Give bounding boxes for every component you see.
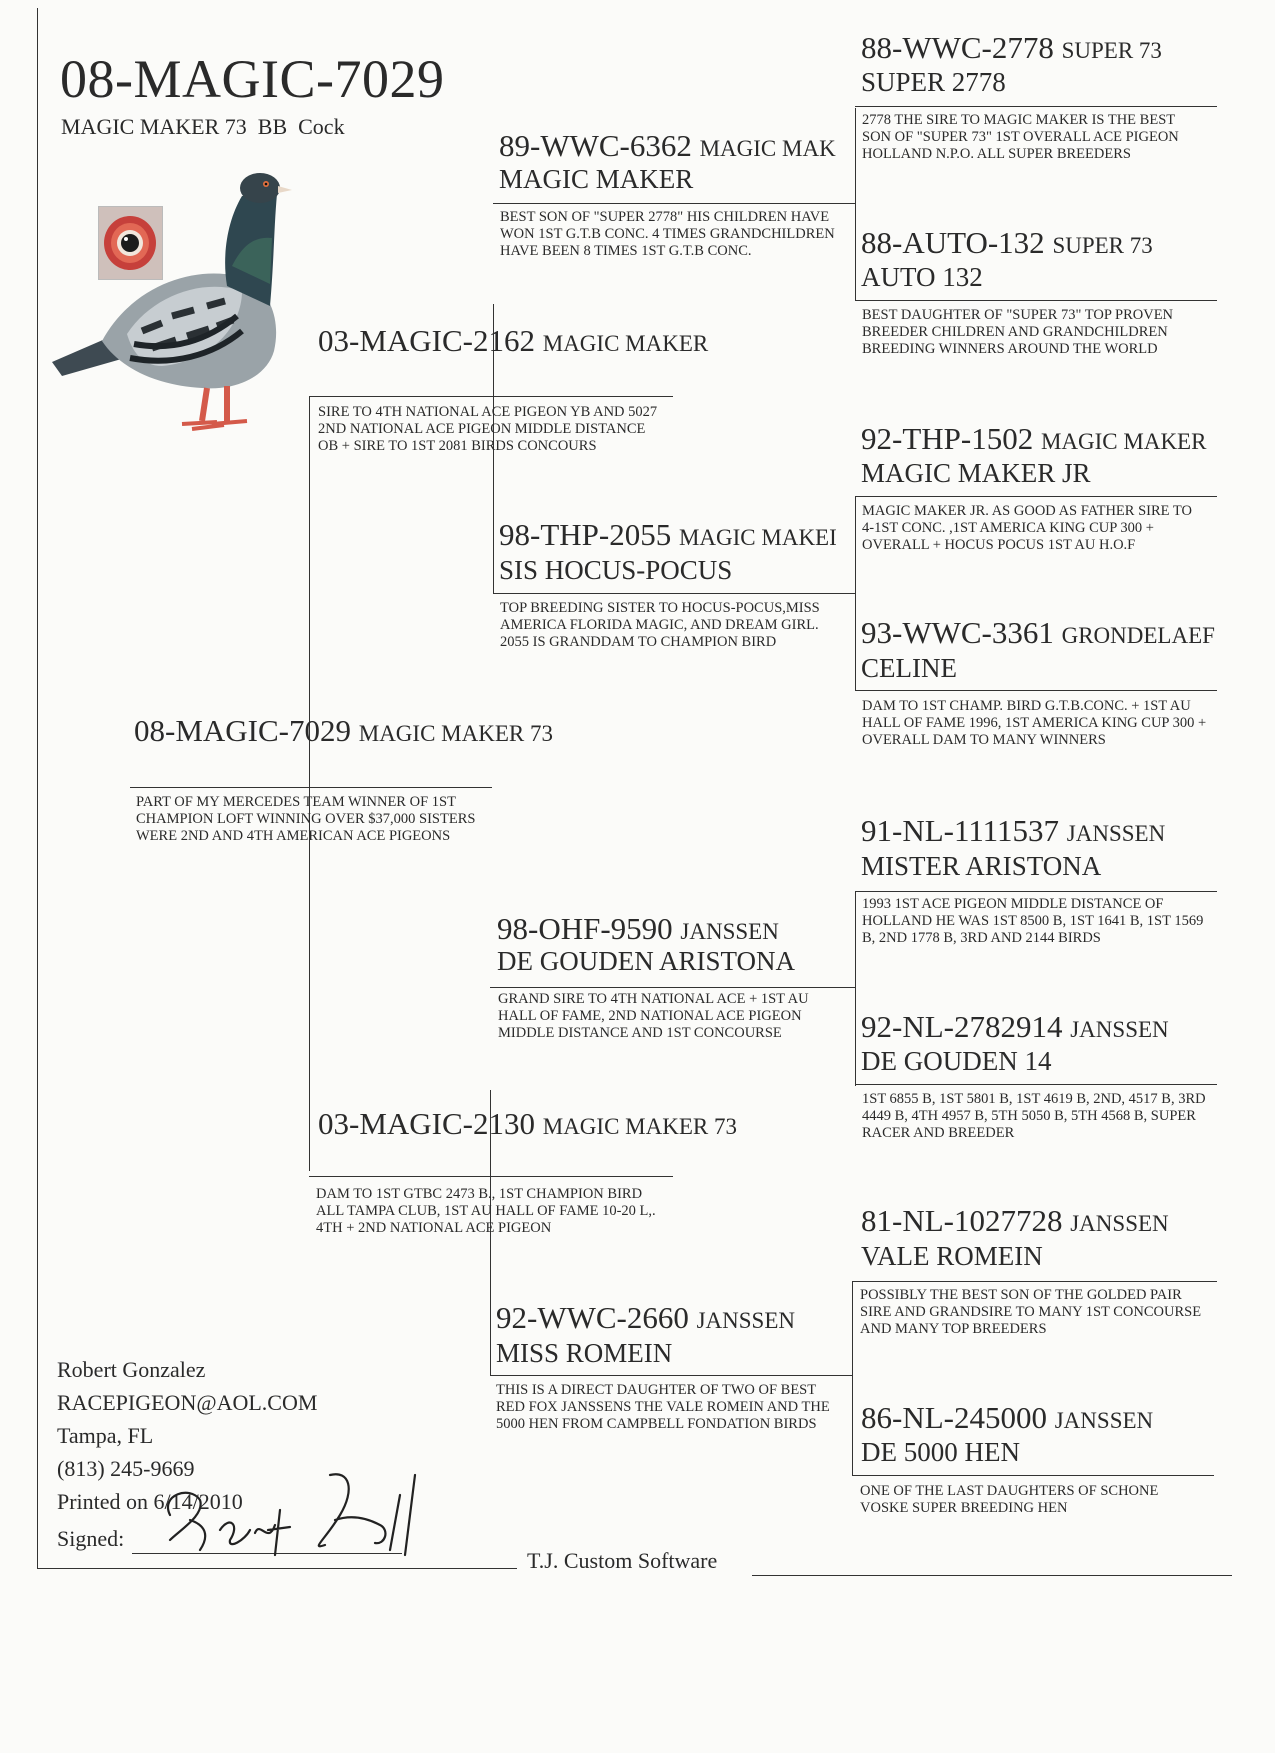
owner-name: Robert Gonzalez: [57, 1357, 206, 1382]
sds-note: MAGIC MAKER JR. AS GOOD AS FATHER SIRE TO 4-1ST CONC. ,1ST AMERICA KING CUP 300 + OVERALL + HOCUS POCUS 1ST AU H.O.F: [862, 503, 1192, 554]
dss-note: 1993 1ST ACE PIGEON MIDDLE DISTANCE OF HOLLAND HE WAS 1ST 8500 B, 1ST 1641 B, 1ST 1569 B, 2ND 1778 B, 3RD AND 2144 BIRDS: [862, 896, 1204, 947]
dam-band: [318, 1108, 737, 1141]
sd-name: SIS HOCUS-POCUS: [499, 555, 733, 585]
ss-band-number: 89-WWC-6362: [499, 130, 692, 163]
sss-band-number: 88-WWC-2778: [861, 30, 1054, 65]
sdd-band: [861, 617, 1241, 650]
ds-strain: JANSSEN: [680, 919, 779, 944]
dsd-line: [855, 1084, 1217, 1085]
ss-line: [493, 203, 855, 204]
sdd-line: [855, 690, 1217, 691]
ds-band: [497, 913, 779, 946]
ssd-name: AUTO 132: [861, 262, 983, 292]
software-credit: T.J. Custom Software: [527, 1548, 718, 1573]
subject-note: PART OF MY MERCEDES TEAM WINNER OF 1ST CHAMPION LOFT WINNING OVER $37,000 SISTERS WERE 2ND AND 4TH AMERICAN ACE PIGEONS: [136, 794, 476, 845]
sire-note: SIRE TO 4TH NATIONAL ACE PIGEON YB AND 5027 2ND NATIONAL ACE PIGEON MIDDLE DISTANCE OB + SIRE TO 1ST 2081 BIRDS CONCOURS: [318, 404, 658, 455]
sire-band-number: 03-MAGIC-2162: [318, 323, 535, 358]
dds-band-number: 81-NL-1027728: [861, 1203, 1063, 1238]
subject-band: [134, 715, 553, 748]
dam-note: DAM TO 1ST GTBC 2473 B., 1ST CHAMPION BIRD ALL TAMPA CLUB, 1ST AU HALL OF FAME 10-20 L,. 4TH + 2ND NATIONAL ACE PIGEON: [316, 1186, 656, 1237]
dss-line: [855, 891, 1217, 892]
dd-stem: [852, 1282, 853, 1475]
ddd-note: ONE OF THE LAST DAUGHTERS OF SCHONE VOSKE SUPER BREEDING HEN: [860, 1483, 1159, 1517]
dd-note: THIS IS A DIRECT DAUGHTER OF TWO OF BEST RED FOX JANSSENS THE VALE ROMEIN AND THE 5000 HEN FROM CAMPBELL FONDATION BIRDS: [496, 1382, 830, 1433]
dsd-name: DE GOUDEN 14: [861, 1046, 1052, 1076]
ds-line: [490, 987, 855, 988]
ss-name: MAGIC MAKER: [499, 164, 694, 194]
dam-band-number: 03-MAGIC-2130: [318, 1106, 535, 1141]
sire-band: [318, 325, 708, 358]
sds-name: MAGIC MAKER JR: [861, 458, 1091, 488]
page-title: 08-MAGIC-7029: [60, 49, 445, 109]
ds-band-number: 98-OHF-9590: [497, 911, 673, 946]
printed-date: Printed on 6/14/2010: [57, 1489, 243, 1514]
pigeon-image: [42, 166, 312, 436]
bottom-border-line: [37, 1568, 517, 1569]
sds-line: [855, 496, 1217, 497]
sss-band: [861, 32, 1162, 65]
left-border-line: [37, 8, 38, 1568]
subject-tick: [309, 760, 310, 788]
sss-strain: SUPER 73: [1061, 38, 1162, 63]
dsd-band: [861, 1011, 1169, 1044]
sss-line: [855, 106, 1217, 107]
dds-band: [861, 1205, 1169, 1238]
sdd-note: DAM TO 1ST CHAMP. BIRD G.T.B.CONC. + 1ST AU HALL OF FAME 1996, 1ST AMERICA KING CUP 300 + OVERALL DAM TO MANY WINNERS: [862, 698, 1207, 749]
sd-line: [493, 593, 855, 594]
subject-strain: MAGIC MAKER 73: [358, 721, 553, 746]
sd-strain: MAGIC MAKEI: [678, 525, 837, 550]
ddd-name: DE 5000 HEN: [861, 1437, 1020, 1467]
dss-name: MISTER ARISTONA: [861, 851, 1102, 881]
ssd-strain: SUPER 73: [1052, 233, 1153, 258]
ddd-band: [861, 1402, 1153, 1435]
ddd-band-number: 86-NL-245000: [861, 1400, 1047, 1435]
sss-note: 2778 THE SIRE TO MAGIC MAKER IS THE BEST SON OF "SUPER 73" 1ST OVERALL ACE PIGEON HOLLAND N.P.O. ALL SUPER BREEDERS: [862, 112, 1179, 163]
owner-phone: (813) 245-9669: [57, 1456, 195, 1481]
ss-stem: [855, 108, 856, 301]
dds-name: VALE ROMEIN: [861, 1241, 1043, 1271]
sdd-strain: GRONDELAEF: [1061, 623, 1215, 648]
ds-stem: [855, 891, 856, 1086]
dd-band: [496, 1302, 795, 1335]
sss-name: SUPER 2778: [861, 67, 1006, 97]
subject-line: [130, 787, 492, 788]
dam-strain: MAGIC MAKER 73: [542, 1114, 737, 1139]
signature-image: [150, 1455, 450, 1565]
dds-line: [852, 1281, 1217, 1282]
subject-band-number: 08-MAGIC-7029: [134, 713, 351, 748]
sds-strain: MAGIC MAKER: [1040, 429, 1207, 454]
software-line: [752, 1575, 1232, 1576]
sds-band-number: 92-THP-1502: [861, 421, 1034, 456]
ssd-band-number: 88-AUTO-132: [861, 225, 1045, 260]
dss-band-number: 91-NL-1111537: [861, 813, 1060, 848]
ddd-strain: JANSSEN: [1054, 1408, 1154, 1433]
dsd-strain: JANSSEN: [1070, 1017, 1169, 1042]
dd-strain: JANSSEN: [696, 1308, 796, 1333]
ssd-note: BEST DAUGHTER OF "SUPER 73" TOP PROVEN BREEDER CHILDREN AND GRANDCHILDREN BREEDING WINNERS AROUND THE WORLD: [862, 307, 1174, 358]
dss-band: [861, 815, 1165, 848]
sdd-band-number: 93-WWC-3361: [861, 617, 1054, 650]
dsd-band-number: 92-NL-2782914: [861, 1009, 1063, 1044]
ssd-line: [855, 300, 1217, 301]
owner-city: Tampa, FL: [57, 1423, 154, 1448]
ss-band: [499, 130, 855, 163]
sd-band-number: 98-THP-2055: [499, 519, 672, 552]
dd-band-number: 92-WWC-2660: [496, 1300, 689, 1335]
ss-note: BEST SON OF "SUPER 2778" HIS CHILDREN HAVE WON 1ST G.T.B CONC. 4 TIMES GRANDCHILDREN HAVE BEEN 8 TIMES 1ST G.T.B CONC.: [500, 209, 835, 260]
ssd-band: [861, 227, 1153, 260]
dss-strain: JANSSEN: [1066, 821, 1166, 846]
ds-note: GRAND SIRE TO 4TH NATIONAL ACE + 1ST AU HALL OF FAME, 2ND NATIONAL ACE PIGEON MIDDLE DISTANCE AND 1ST CONCOURSE: [498, 991, 809, 1042]
sire-line: [309, 396, 673, 397]
dds-strain: JANSSEN: [1070, 1211, 1169, 1236]
dds-note: POSSIBLY THE BEST SON OF THE GOLDED PAIR SIRE AND GRANDSIRE TO MANY 1ST CONCOURSE AND MANY TOP BREEDERS: [860, 1287, 1202, 1338]
dam-line: [309, 1176, 673, 1177]
dsd-note: 1ST 6855 B, 1ST 5801 B, 1ST 4619 B, 2ND, 4517 B, 3RD 4449 B, 4TH 4957 B, 5TH 5050 B, 5TH 4568 B, SUPER RACER AND BREEDER: [862, 1091, 1206, 1142]
dd-name: MISS ROMEIN: [496, 1338, 673, 1368]
sdd-name: CELINE: [861, 653, 957, 683]
ss-strain: MAGIC MAK: [699, 136, 836, 161]
signed-label: Signed:: [57, 1526, 125, 1551]
sd-band: [499, 519, 861, 552]
ddd-line: [852, 1475, 1214, 1476]
owner-email: RACEPIGEON@AOL.COM: [57, 1390, 318, 1415]
sd-note: TOP BREEDING SISTER TO HOCUS-POCUS,MISS AMERICA FLORIDA MAGIC, AND DREAM GIRL. 2055 IS GRANDDAM TO CHAMPION BIRD: [500, 600, 820, 651]
ds-name: DE GOUDEN ARISTONA: [497, 946, 796, 976]
dd-line: [490, 1375, 852, 1376]
sds-band: [861, 423, 1206, 456]
page-subtitle: MAGIC MAKER 73 BB Cock: [61, 114, 345, 139]
sire-strain: MAGIC MAKER: [542, 331, 709, 356]
